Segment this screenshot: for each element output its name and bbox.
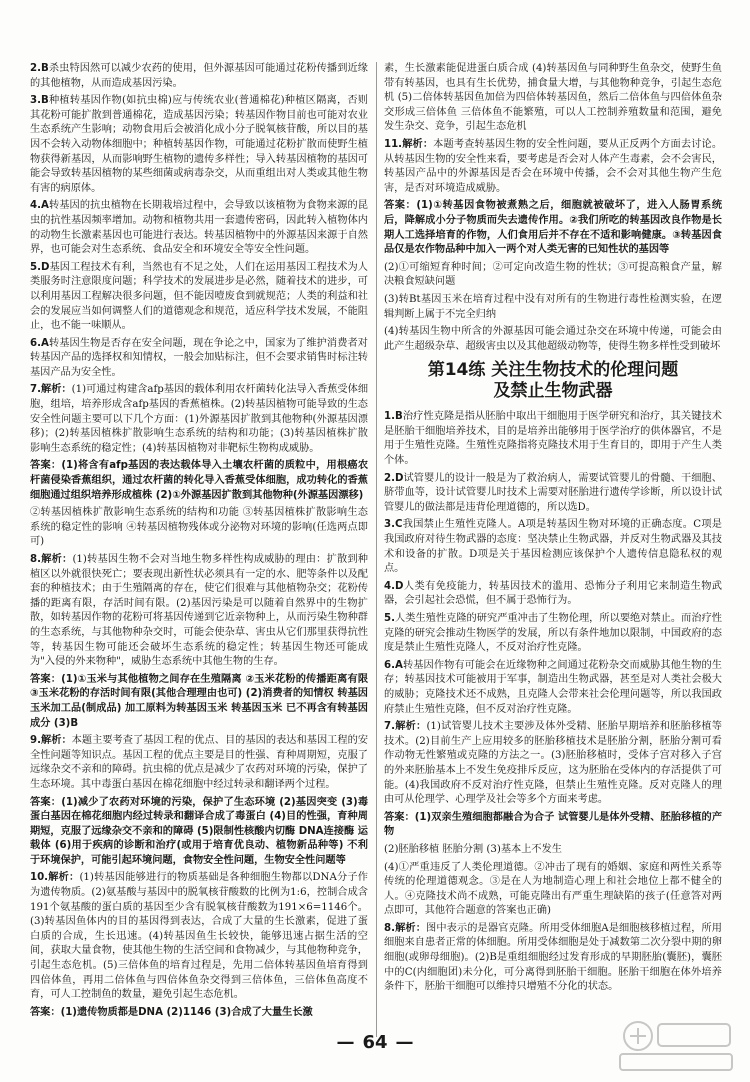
column-divider — [376, 62, 377, 1037]
answer-paragraph — [30, 459, 368, 503]
item-number: 6.A — [384, 659, 403, 671]
item-text: (1)转基因能够进行的物质基础是各种细胞生物都以DNA分子作为遗传物质。(2)氨基酸与基因中的脱氧核苷酸数的比例为1:6，控制合成含191个氨基酸的蛋白质的基因至少含有脱氧核苷酸数为191×6=1146个。(3)转基因鱼体内的目的基因得到表达，合成了大量的生长激素，促进了蛋白质的合成，生长迅速。(4)转基因鱼生长较快，能够迅速占据生活的空间，获取大量食物，使其他生物的生活空间和食物减少，与其他物种竞争，引起生态危机。(5)三倍体鱼的培育过程是，先用二倍体转基因鱼培育得到四倍体鱼，再用二倍体鱼与四倍体鱼杂交得到三倍体鱼，三倍体鱼高度不育，可人工控制鱼的数量，避免引起生态危机。 — [30, 872, 368, 1001]
item-text: (4)转基因生物中所含的外源基因可能会通过杂交在环境中传递，可能会由此产生超级杂草、超级害虫以及其他超级动物等，使得生物多样性受到破坏 — [384, 326, 722, 352]
continued-paragraph — [384, 861, 722, 919]
question-explanation — [384, 518, 722, 576]
item-number: 6.A — [30, 337, 49, 349]
item-number: 10. — [30, 872, 49, 884]
right-column — [384, 62, 722, 998]
item-label: 解析： — [40, 554, 73, 565]
item-number: 9. — [30, 735, 41, 747]
section-title-line1: 第14练 关注生物技术的伦理问题 — [427, 360, 679, 381]
question-explanation — [30, 553, 368, 670]
item-text: (1)减少了农药对环境的污染，保护了生态环境 (2)基因突变 (3)毒蛋白基因在棉花细胞内经过转录和翻译合成了毒蛋白 (4)目的性强，育种周期短，克服了远缘杂交不亲和的障碍 (5)限制性核酸内切酶 DNA连接酶 运载体 (6)用于疾病的诊断和治疗(或用于培育优良动、植物新品种等) 不利于环境保护，可能引起环境问题，食物安全性问题，生物安全性问题等 — [30, 796, 369, 866]
page-number-value: 64 — [362, 1032, 388, 1053]
answer-paragraph — [30, 796, 368, 869]
item-text: (2)①可缩短育种时间；②可定向改造生物的性状；③可提高粮食产量，解决粮食短缺问题 — [384, 261, 722, 288]
answer-paragraph — [30, 1006, 368, 1021]
item-label: 答案： — [384, 200, 417, 212]
item-text: (1)①玉米与其他植物之间存在生殖隔离 ②玉米花粉的传播距离有限 ③玉米花粉的存活时间有限(其他合理理由也可) (2)消费者的知情权 转基因玉米加工品(制成品) 加工原料为转基因玉米 转基因玉米 已不再含有转基因成分 (3)B — [30, 673, 369, 729]
item-label: 答案： — [30, 796, 62, 808]
item-number: 4.A — [30, 200, 49, 212]
continued-paragraph — [384, 261, 722, 290]
item-text: (1)①转基因食物被煮熟之后，细胞就被破坏了，进入人肠胃系统后，降解成小分子物质而失去遗传作用。②我们所吃的转基因改良作物是长期人工选择培育的作物，人们食用后并不存在不适和影响健康。③转基因食品仅是农作物品种中加入一两个对人类无害的已知性状的基因等 — [384, 200, 723, 256]
answer-paragraph — [384, 811, 722, 840]
question-explanation — [384, 720, 722, 808]
item-number: 11. — [384, 138, 403, 150]
question-explanation — [384, 472, 722, 516]
item-text: 试管婴儿的设计一般是为了救治病人，需要试管婴儿的骨髓、干细胞、脐带血等，设计试管婴儿时技术上需要对胚胎进行遗传学诊断，所以设计试管婴儿的做法都是违背伦理道德的，所以选D。 — [384, 472, 722, 513]
continued-paragraph — [384, 62, 722, 135]
item-text: (3)转Bt基因玉米在培育过程中没有对所有的生物进行毒性检测实验，在逻辑判断上属于不完全归纳 — [384, 293, 722, 320]
item-number: 5.D — [30, 261, 50, 273]
section-title-line2: 及禁止生物武器 — [493, 381, 613, 402]
item-text: 转基因的抗虫植物在长期栽培过程中，会导致以该植物为食物来源的昆虫的抗性基因频率增加。动物和植物共用一套遗传密码，因此转入植物体内的动物生长激素基因也可能进行表达。转基因植物中的外源基因来源于自然界，也可能会对生态系统、食品安全和环境安全等安全性问题。 — [30, 200, 368, 256]
question-explanation — [30, 94, 368, 196]
item-label: 答案： — [30, 1006, 61, 1018]
item-label: 解析： — [48, 872, 80, 884]
item-text: 人类生殖性克隆的研究严重冲击了生物伦理，所以要绝对禁止。而治疗性克隆的研究会推动生物医学的发展，所以有条件地加以限制，中国政府的态度是禁止生殖性克隆人，不反对治疗性克隆。 — [384, 613, 722, 654]
item-number: 2.B — [30, 63, 49, 74]
item-label: 解析： — [402, 138, 434, 150]
item-label: 解析： — [394, 922, 427, 934]
item-label: 答案： — [30, 673, 62, 685]
item-text: 种植转基因作物(如抗虫棉)应与传统农业(普通棉花)种植区隔离，否则其花粉可能扩散到普通棉花，造成基因污染；转基因作物目前也可能对农业生态系统产生影响；动物食用后会被消化成小分子脱氧核苷酸，所以目的基因不会转入动物体细胞中；种植转基因作物，可能通过花粉扩散而使野生植物获得新基因，从而影响野生植物的遗传多样性；导入转基因植物的基因可能会导致转基因植物的某些细菌或病毒杂交，从而重组出对人类或其他生物有害的病原体。 — [30, 95, 368, 194]
item-label: 解析： — [40, 384, 72, 396]
question-explanation — [30, 734, 368, 792]
question-explanation — [30, 871, 368, 1002]
question-explanation — [384, 410, 722, 468]
answer-paragraph — [384, 199, 722, 257]
item-text: 本题主要考查了基因工程的优点、目的基因的表达和基因工程的安全性问题等知识点。基因工程的优点主要是目的性强、育种周期短，克服了远缘杂交不亲和的障碍。抗虫棉的优点是减少了农药对环境的污染，保护了生态环境。其中毒蛋白基因在棉花细胞中经过转录和翻译两个过程。 — [30, 735, 369, 790]
item-number: 5. — [384, 613, 395, 624]
item-text: 人类有免疫能力，转基因技术的滥用、恐怖分子利用它来制造生物武器，会引起社会恐慌，但不属于恐怖行为。 — [384, 580, 722, 607]
item-text: (1)将含有afp基因的表达载体导入土壤农杆菌的质粒中，用根癌农杆菌侵染香蕉组织，通过农杆菌的转化导入香蕉受体细胞，成功转化的香蕉细胞通过组织培养形成植株 (2)①外源基因扩散到其他物种(外源基因漂移) — [30, 460, 369, 501]
question-explanation — [384, 580, 722, 609]
item-number: 7. — [384, 721, 395, 733]
continued-paragraph — [30, 506, 368, 550]
right-column-top — [384, 62, 722, 354]
item-number: 8. — [30, 554, 41, 565]
item-text: 素，生长激素能促进蛋白质合成 (4)转基因鱼与同种野生鱼杂交，使野生鱼带有转基因，也具有生长优势，捕食量大增，与其他物种竞争，引起生态危机 (5)二倍体转基因鱼加倍为四倍体转基因鱼，然后二倍体鱼与四倍体鱼杂交形成三倍体鱼 三倍体鱼不能繁殖，可以人工控制养殖数量和范围，避免发生杂交、竞争，引起生态危机 — [384, 63, 722, 133]
question-explanation — [30, 62, 368, 91]
item-text: (2)胚胎移植 胚胎分割 (3)基本上不发生 — [384, 843, 562, 855]
question-explanation — [30, 199, 368, 257]
question-explanation — [30, 383, 368, 456]
item-text: 基因工程技术有利，当然也有不足之处，人们在运用基因工程技术为人类服务时注意限度问题；科学技术的发展进步是必然，随着技术的进步，可以利用基因工程解决很多问题，但不能因噎废食到就规范；人类的利益和社会的发展应当如何调整人们的道德观念和规范，适应科学技术发展，不能阻止，也不能一味顺从。 — [30, 261, 368, 332]
item-label: 解析： — [394, 721, 427, 733]
item-text: (1)可通过构建含afp基因的载体利用农杆菌转化法导入香蕉受体细胞，组培，培养形成含afp基因的香蕉植株。(2)转基因植物可能导致的生态安全性问题主要可以下几个方面：(1)外源基因扩散到其他物种(外源基因漂移)；(2)转基因植株扩散影响生态系统的结构和功能；(3)转基因植株扩散影响生态系统的稳定性；(4)转基因植物对非靶标生物构成威胁。 — [30, 384, 369, 454]
item-text: 杀虫特因然可以减少农药的使用，但外源基因可能通过花粉传播到近缘的其他植物，从而造成基因污染。 — [30, 63, 368, 89]
item-text: (1)转基因生物不会对当地生物多样性构成威胁的理由：扩散到种植区以外就很快死亡；要表现出新性状必须具有一定的水、肥等条件以及配套的种植技术；由于生殖隔离的存在，使它们很难与其他植物杂交；花粉传播的距离有限，存活时间有限。(2)基因污染是可以随着自然界中的生物扩散，如转基因作物的花粉可将基因传递到它近亲物种上，从而污染生物种群的生态系统，与其他物种杂交时，可能会使杂草、害虫从它们那里获得抗性等，转基因生物可能还会破坏生态系统的稳定性；转基因生物还可能成为"入侵的外来物种"，威胁生态系统中其他生物的生存。 — [30, 554, 368, 668]
right-column-bottom — [384, 410, 722, 995]
question-explanation — [384, 922, 722, 995]
item-number: 8. — [384, 922, 395, 934]
item-text: 我国禁止生殖性克隆人。A项是转基因生物对环境的正确态度。C项是我国政府对待生物武器的态度：坚决禁止生物武器，并反对生物武器及其技术和设备的扩散。D项是关于基因检测应该保护个人遗传信息隐私权的观点。 — [384, 519, 722, 575]
item-label: 答案： — [384, 811, 415, 823]
continued-paragraph — [384, 293, 722, 322]
item-label: 解析： — [40, 735, 72, 747]
item-text: 转基因生物是否存在安全问题，现在争论之中，国家为了维护消费者对转基因产品的选择权和知情权，一般会加贴标注，但不会要求销售时标注转基因产品为安全性。 — [30, 337, 368, 378]
item-text: 本题考查转基因生物的安全性问题，要从正反两个方面去讨论。从转基因生物的安全性来看，要考虑是否会对人体产生毒素，会不会害民，转基因产品中的外源基因是否会在环境中传播，会不会对其他生物产生危害，是否对环境造成威胁。 — [384, 138, 723, 194]
item-text: (1)遗传物质都是DNA (2)1146 (3)合成了大量生长激 — [60, 1006, 313, 1018]
item-text: (4)①严重违反了人类伦理道德。②冲击了现有的婚姻、家庭和两性关系等传统的伦理道德观念。③是在人为地制造心理上和社会地位上都不健全的人。④克隆技术尚不成熟，可能克隆出有严重生理缺陷的孩子(任意答对两点即可，其他符合题意的答案也正确) — [384, 861, 722, 917]
item-text: ②转基因植株扩散影响生态系统的结构和功能 ③转基因植株扩散影响生态系统的稳定性的影响 ④转基因植物残体或分泌物对环境的影响(任选两点即可) — [30, 507, 368, 548]
item-number: 7. — [30, 384, 41, 396]
left-column — [30, 62, 368, 1023]
question-explanation — [30, 337, 368, 381]
watermark-logo — [616, 1016, 736, 1074]
answer-paragraph — [30, 673, 368, 731]
item-label: 答案： — [30, 460, 62, 472]
item-number: 4.D — [384, 580, 404, 592]
item-number: 2.D — [384, 472, 404, 484]
continued-paragraph — [384, 325, 722, 354]
continued-paragraph — [384, 843, 722, 858]
item-text: 治疗性克隆是指从胚胎中取出干细胞用于医学研究和治疗，其关键技术是胚胎干细胞培养技术，目的是培养出能够用于医学治疗的供体器官，不是用于生殖性克隆。生殖性克隆指将克隆技术用于生育目的，即用于产生人类个体。 — [384, 411, 722, 467]
item-number: 3.B — [30, 95, 49, 107]
item-number: 3.C — [384, 519, 403, 531]
item-text: (1)试管婴儿技术主要涉及体外受精、胚胎早期培养和胚胎移植等技术。(2)目前生产上应用较多的胚胎移植技术是胚胎分割，胚胎分割可看作动物无性繁殖或克隆的方法之一。(3)胚胎移植时，受体子宫对移入子宫的外来胚胎基本上不发生免疫排斥反应，这为胚胎在受体内的存活提供了可能。(4)我国政府不反对治疗性克隆，但禁止生殖性克隆。反对克隆人的理由可从伦理学、心理学及社会等多个方面来考虑。 — [384, 721, 722, 806]
item-number: 1.B — [384, 411, 403, 423]
item-text: 图中表示的是器官克隆。所用受体细胞A是细胞核移植过程，所用细胞来自患者正常的体细胞。所用受体细胞是处于减数第二次分裂中期的卵细胞(或卵母细胞)。(2)B是重组细胞经过发育形成的早期胚胎(囊胚)，囊胚中的C(内细胞团)未分化，可分离得到胚胎干细胞。胚胎干细胞在体外培养条件下，胚胎干细胞可以维持只增殖不分化的状态。 — [384, 922, 722, 993]
page-number-dash-left: — — [336, 1032, 355, 1053]
question-explanation — [384, 612, 722, 656]
item-text: (1)双亲生殖细胞都融合为合子 试管婴儿是体外受精、胚胎移植的产物 — [384, 811, 723, 838]
question-explanation — [384, 138, 722, 196]
question-explanation — [30, 261, 368, 334]
page-number-dash-right: — — [395, 1032, 414, 1053]
section-title — [384, 360, 722, 402]
question-explanation — [384, 659, 722, 717]
item-text: 转基因作物有可能会在近缘物种之间通过花粉杂交而威胁其他生物的生存；转基因技术可能被用于军事，制造出生物武器，甚至是对人类社会极大的威胁；克隆技术还不成熟，且克隆人会带来社会伦理问题等，所以我国政府禁止生殖性克隆，但不反对治疗性克隆。 — [384, 659, 722, 715]
